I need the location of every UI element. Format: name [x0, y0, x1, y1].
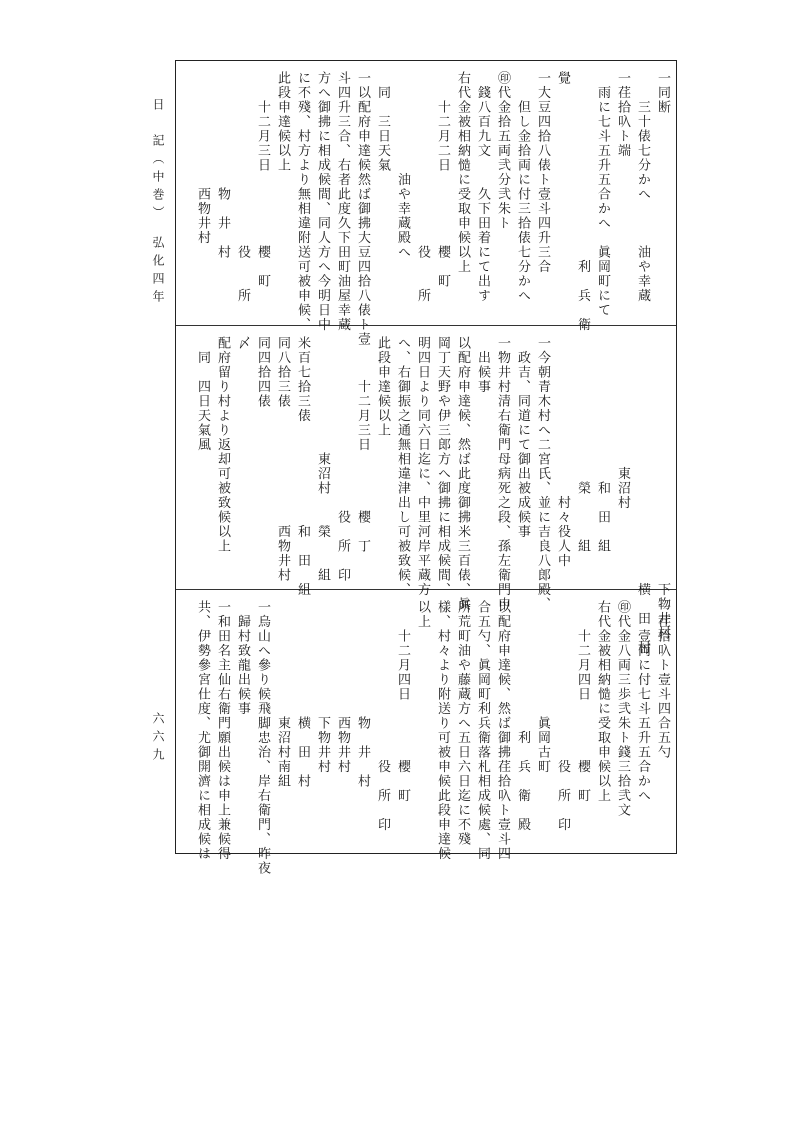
text-column: 十二月二日 櫻 町 [435, 71, 450, 289]
section-divider [176, 325, 676, 326]
text-column: 一大豆四拾八俵ト壹斗四升三合 [535, 71, 550, 274]
text-column: 十二月四日 櫻 町 [395, 600, 410, 803]
text-column: 一物井村清右衛門母病死之段、孫左衛門申 [495, 336, 510, 612]
text-column: に不殘、村方より無相違附送可被申候、 [295, 71, 310, 332]
text-column: 十二月三日 櫻 丁 [355, 336, 370, 554]
text-column: 和 田 組 [595, 336, 610, 554]
text-column: 右代金被相納慥に受取申候以上 [455, 71, 470, 274]
text-column: 同 四日天氣風 [195, 336, 210, 452]
text-column: 物 井 村 [215, 71, 230, 260]
text-column: 東沼村 [615, 336, 630, 510]
text-column: 眞岡古町 [535, 600, 550, 774]
text-column: 役 所 印 [335, 336, 350, 583]
text-column: 政吉、同道にて御出被成候事 [515, 336, 530, 539]
text-column: 役 所 [415, 71, 430, 303]
text-column: 以配府申達候、然ば此度御拂米三百俵、眞 [455, 336, 470, 612]
text-column: 歸村致龍出候事 [235, 600, 250, 716]
text-column: 右代金被相納慥に受取申候以上 [595, 600, 610, 803]
text-column: 榮 組 [575, 336, 590, 554]
text-column: 方へ御拂に相成候間、同人方へ今明日中 [315, 71, 330, 332]
text-column: 利 兵 衛 殿 [515, 600, 530, 832]
text-column: 〆 [235, 336, 250, 351]
page-number: 六六九 [151, 712, 165, 766]
text-column: ㊞代金拾五両弐分弐朱ト [495, 71, 510, 231]
text-column: 役 所 印 [375, 600, 390, 832]
text-column: 明四日より同六日迄に、中里河岸平蔵方 [415, 336, 430, 597]
text-column: 利 兵 衛 [575, 71, 590, 332]
text-column: 此段申達候以上 [275, 71, 290, 173]
text-column: 雨に七斗五升五合かへ 眞岡町にて [595, 71, 610, 318]
running-header: 日 記（中巻） 弘化四年 [151, 98, 165, 308]
text-column: 一今朝青木村へ二宮氏、並に吉良八郎殿、 [535, 336, 550, 612]
text-column: 出候事 [475, 336, 490, 394]
text-column: 覺 [555, 71, 570, 86]
text-column: 一和田名主仙右衛門願出候は申上兼候得 [215, 600, 230, 861]
page-frame [175, 60, 677, 876]
text-column: 村々役人中 [555, 336, 570, 568]
text-column: 横 田 村 [295, 600, 310, 789]
text-column: 東沼村南組 [275, 600, 290, 789]
text-column: 此段申達候以上 [375, 336, 390, 438]
text-column: ㊞代金八両三歩弐朱ト錢三拾弐文 [615, 600, 630, 818]
text-column: 配府留り村より返却可被致候以上 [215, 336, 230, 554]
middle-section [176, 328, 676, 655]
text-column: 共、伊勢參宮仕度、尤御開濟に相成候は [195, 600, 210, 861]
text-column: 役 所 [235, 71, 250, 303]
text-column: 役 所 印 [555, 600, 570, 832]
text-column: 東沼村 榮 組 [315, 336, 330, 583]
text-column: 米百七拾三俵 和 田 組 [295, 336, 310, 597]
text-column: 斗四升三合、右者此度久下田町油屋幸蔵 [335, 71, 350, 332]
text-column: 錢八百九文 久下田着にて出す [475, 71, 490, 303]
text-column: 以配府申達候、然ば御拂荏拾叺ト壹斗四 [495, 600, 510, 861]
text-column: 一同断 [655, 71, 670, 115]
text-column: 下物井村 [315, 600, 330, 774]
text-column: へ、右御振之通無相違津出し可被致候、 [395, 336, 410, 597]
text-column: 一荏拾叺ト端 [615, 71, 630, 158]
text-column: 十二月四日 櫻 町 [575, 600, 590, 803]
bottom-section [176, 592, 676, 876]
text-column: 同八拾三俵 西物井村 [275, 336, 290, 583]
text-column: 同 三日天氣 [375, 71, 390, 173]
top-section [176, 63, 676, 347]
text-column: 西物井村 [335, 600, 350, 774]
text-column: 以上 [415, 600, 430, 629]
text-column: 一以配府申達候然ば御拂大豆四拾八俵ト壹 [355, 71, 370, 347]
text-column: 樣、村々より附送り可被申候此段申達候 [435, 600, 450, 861]
text-column: 下物井村 [655, 336, 670, 641]
text-column: 十二月三日 櫻 町 [255, 71, 270, 289]
text-column: 一烏山へ參り候飛脚忠治、岸右衛門、昨夜 [255, 600, 270, 876]
text-column: 壹両に付七斗五升五合かへ [635, 600, 650, 803]
text-column: 合五勺、眞岡町利兵衛落札相成候處、同 [475, 600, 490, 861]
text-column: 所荒町油や藤蔵方へ五日六日迄に不殘 [455, 600, 470, 847]
text-column: 同四拾四俵 [255, 336, 270, 409]
text-column: 西物井村 [195, 71, 210, 245]
text-column: 一荏拾叺ト壹斗四合五勺 [655, 600, 670, 760]
text-column: 岡丁天野や伊三郎方へ御拂に相成候間、 [435, 336, 450, 597]
text-column: 横 田 村 [635, 336, 650, 655]
text-column: 油や幸蔵殿へ [395, 71, 410, 260]
text-column: 三十俵七分かへ 油や幸蔵 [635, 71, 650, 303]
text-column: 物 井 村 [355, 600, 370, 789]
text-column: 但し金拾両に付三拾俵七分かへ [515, 71, 530, 303]
